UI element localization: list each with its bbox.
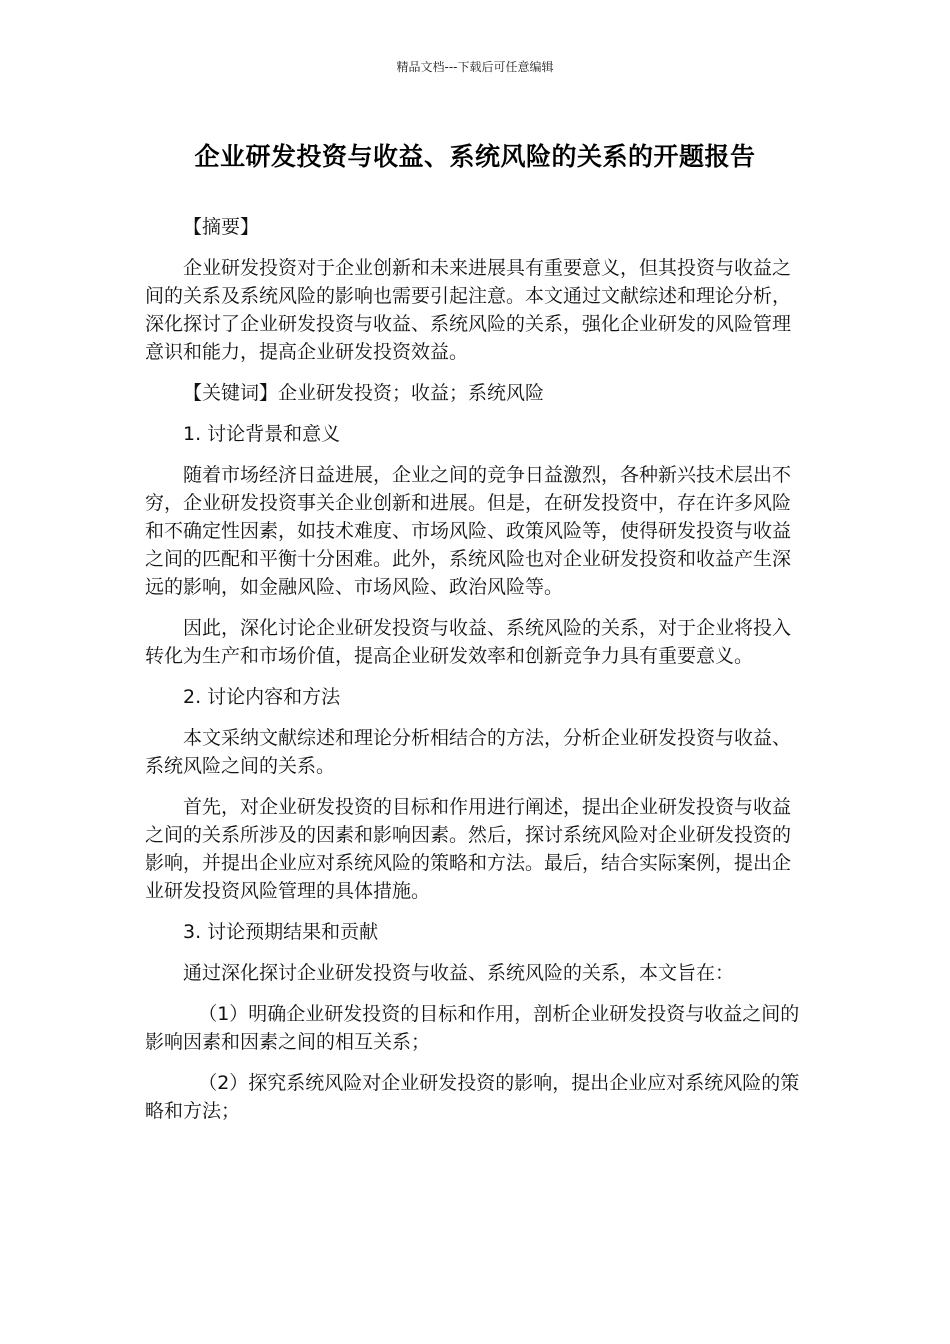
list-item: （1）明确企业研发投资的目标和作用，剖析企业研发投资与收益之间的影响因素和因素之间的相互关系；	[145, 1003, 800, 1053]
paragraph-background: 随着市场经济日益进展，企业之间的竞争日益激烈，各种新兴技术层出不穷，企业研发投资事关企业创新和进展。但是，在研发投资中，存在许多风险和不确定性因素，如技术难度、市场风险、政策风险等，使得研发投资与收益之间的匹配和平衡十分困难。此外，系统风险也对企业研发投资和收益产生深远的影响，如金融风险、市场风险、政治风险等。	[145, 464, 792, 598]
paragraph-content: 首先，对企业研发投资的目标和作用进行阐述，提出企业研发投资与收益之间的关系所涉及的因素和影响因素。然后，探讨系统风险对企业研发投资的影响，并提出企业应对系统风险的策略和方法。最后，结合实际案例，提出企业研发投资风险管理的具体措施。	[145, 796, 792, 902]
abstract-paragraph: 企业研发投资对于企业创新和未来进展具有重要意义，但其投资与收益之间的关系及系统风险的影响也需要引起注意。本文通过文献综述和理论分析，深化探讨了企业研发投资与收益、系统风险的关系，强化企业研发的风险管理意识和能力，提高企业研发投资效益。	[145, 257, 792, 363]
paragraph-method: 本文采纳文献综述和理论分析相结合的方法，分析企业研发投资与收益、系统风险之间的关系。	[145, 727, 792, 777]
keywords-line: 【关键词】企业研发投资；收益；系统风险	[183, 382, 545, 404]
paragraph-significance: 因此，深化讨论企业研发投资与收益、系统风险的关系，对于企业将投入转化为生产和市场价值，提高企业研发效率和创新竞争力具有重要意义。	[145, 617, 792, 667]
document-body	[145, 213, 807, 1138]
document-title: 企业研发投资与收益、系统风险的关系的开题报告	[194, 142, 756, 171]
list-item: （2）探究系统风险对企业研发投资的影响，提出企业应对系统风险的策略和方法；	[145, 1072, 800, 1122]
section-heading-3: 3. 讨论预期结果和贡献	[183, 921, 379, 943]
page-header: 精品文档---下载后可任意编辑	[396, 60, 554, 74]
abstract-label: 【摘要】	[183, 216, 260, 238]
section-heading-1: 1. 讨论背景和意义	[183, 423, 341, 445]
section-heading-2: 2. 讨论内容和方法	[183, 686, 341, 708]
paragraph-aim: 通过深化探讨企业研发投资与收益、系统风险的关系，本文旨在：	[183, 962, 735, 984]
